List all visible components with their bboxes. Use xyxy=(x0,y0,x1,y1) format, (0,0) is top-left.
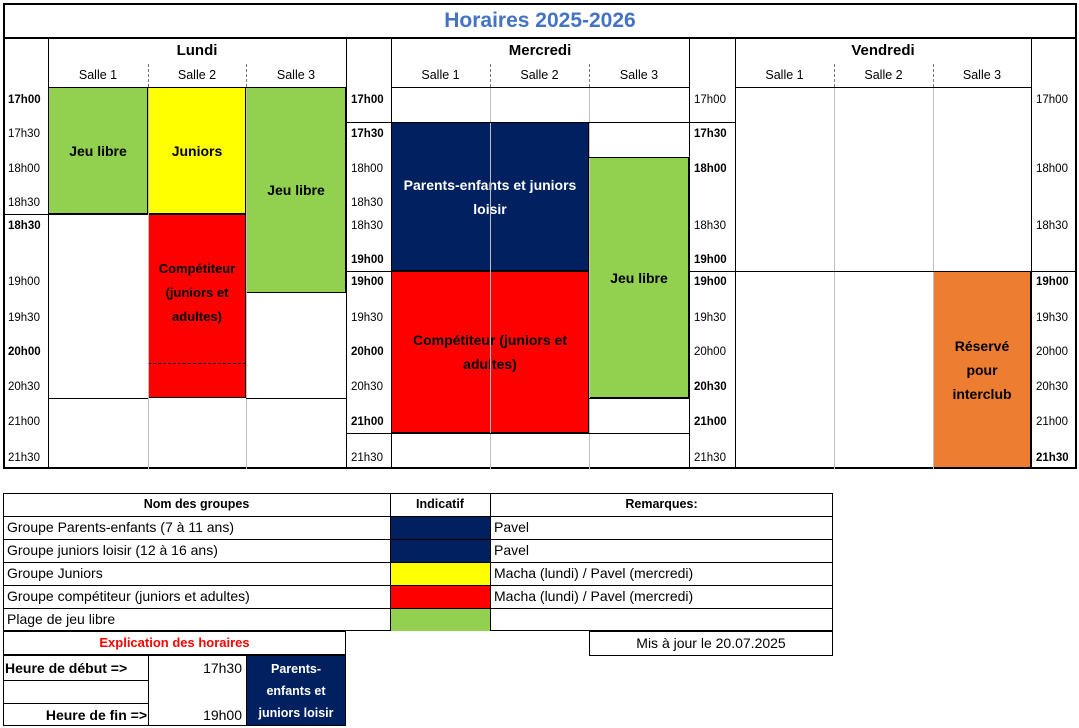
room-header-2-0: Salle 1 xyxy=(765,68,804,82)
time-label: 20h00 xyxy=(351,346,384,358)
explication-end-label: Heure de fin => xyxy=(45,707,147,723)
time-label: 19h30 xyxy=(351,312,383,324)
row-line xyxy=(589,157,689,158)
time-label: 18h30 xyxy=(351,220,383,232)
legend-remark: Pavel xyxy=(494,542,530,558)
time-label: 20h30 xyxy=(8,381,40,393)
legend-color-swatch xyxy=(391,540,490,562)
row-line xyxy=(346,433,391,434)
room-header-1-0: Salle 1 xyxy=(421,68,460,82)
time-label: 17h30 xyxy=(8,128,40,140)
time-label: 21h30 xyxy=(351,452,383,464)
time-label: 18h00 xyxy=(351,163,383,175)
header-divider xyxy=(391,87,689,88)
time-label: 20h30 xyxy=(694,381,727,393)
column-divider xyxy=(735,38,736,469)
row-line xyxy=(3,214,48,215)
row-line xyxy=(346,271,391,272)
room-grid-line xyxy=(834,87,835,469)
time-label: 18h30 xyxy=(8,197,40,209)
legend-group-name: Groupe Parents-enfants (7 à 11 ans) xyxy=(7,519,234,535)
time-label: 19h30 xyxy=(694,312,726,324)
room-grid-line xyxy=(490,87,491,469)
legend-header-remarques: Remarques: xyxy=(625,497,698,511)
time-label: 17h00 xyxy=(1036,94,1068,106)
legend-color-swatch xyxy=(391,563,490,585)
legend-color-swatch xyxy=(391,517,490,539)
time-label: 19h00 xyxy=(694,254,727,266)
day-header-vendredi: Vendredi xyxy=(851,42,915,59)
row-line xyxy=(1031,271,1077,272)
time-label: 19h00 xyxy=(8,276,40,288)
time-label: 18h30 xyxy=(1036,220,1068,232)
block-lundi-salle2-juniors-label: Juniors xyxy=(171,142,223,159)
column-divider xyxy=(48,38,49,469)
explication-start-label: Heure de début => xyxy=(5,660,128,676)
day-header-lundi: Lundi xyxy=(176,42,218,59)
time-label: 21h30 xyxy=(1036,452,1069,464)
room-grid-line xyxy=(589,87,590,469)
block-mercredi-competiteur-label: Compétiteur (juniors et adultes) xyxy=(412,332,567,372)
block-vendredi-interclub-label: Réservé pour interclub xyxy=(952,338,1012,402)
room-header-2-1: Salle 2 xyxy=(864,68,903,82)
time-label: 19h00 xyxy=(351,276,384,288)
updated-label: Mis à jour le 20.07.2025 xyxy=(636,635,786,651)
explication-col-line xyxy=(148,655,149,726)
explication-start-value: 17h30 xyxy=(203,660,242,676)
explication-sample-label: Parents-enfants et juniors loisir xyxy=(258,661,334,720)
legend-group-name: Groupe Juniors xyxy=(7,565,103,581)
room-header-0-1: Salle 2 xyxy=(177,68,217,82)
explication-end-value: 19h00 xyxy=(203,707,242,723)
row-line xyxy=(48,398,148,399)
legend-group-name: Groupe juniors loisir (12 à 16 ans) xyxy=(7,542,218,558)
room-header-1-2: Salle 3 xyxy=(619,68,659,82)
time-label: 18h30 xyxy=(8,220,41,232)
row-line xyxy=(391,122,689,123)
time-label: 18h00 xyxy=(1036,163,1068,175)
time-label: 19h30 xyxy=(8,312,40,324)
block-lundi-salle3-jeu-libre-label: Jeu libre xyxy=(267,182,325,198)
time-label: 20h00 xyxy=(8,346,41,358)
time-label: 21h00 xyxy=(694,416,727,428)
time-label: 17h00 xyxy=(8,94,41,106)
time-label: 18h30 xyxy=(351,197,383,209)
time-label: 19h00 xyxy=(1036,276,1069,288)
room-grid-line xyxy=(933,87,934,469)
row-line xyxy=(391,433,689,434)
row-line xyxy=(246,398,346,399)
room-header-0-0: Salle 1 xyxy=(78,68,118,82)
block-mercredi-parents-enfants-label: Parents-enfants et juniors loisir xyxy=(403,176,577,217)
time-label: 18h00 xyxy=(694,163,727,175)
row-line xyxy=(689,122,735,123)
time-label: 21h30 xyxy=(8,452,40,464)
explication-title: Explication des horaires xyxy=(99,635,250,650)
legend-remark: Macha (lundi) / Pavel (mercredi) xyxy=(494,588,694,604)
time-label: 21h00 xyxy=(8,416,40,428)
time-label: 17h30 xyxy=(351,128,384,140)
time-label: 20h00 xyxy=(1036,346,1068,358)
time-label: 21h30 xyxy=(694,452,726,464)
header-divider xyxy=(48,87,346,88)
time-label: 18h00 xyxy=(8,163,40,175)
legend-color-swatch xyxy=(391,609,490,631)
column-divider xyxy=(391,38,392,469)
legend-group-name: Plage de jeu libre xyxy=(7,611,116,627)
day-header-mercredi: Mercredi xyxy=(508,42,572,59)
explication-row-line xyxy=(3,680,148,681)
time-label: 18h30 xyxy=(694,220,726,232)
time-label: 21h00 xyxy=(351,416,384,428)
row-line xyxy=(346,122,391,123)
time-label: 17h30 xyxy=(694,128,727,140)
block-lundi-salle2-competiteur-label: Compétiteur (juniors et adultes) xyxy=(158,261,236,324)
column-divider xyxy=(346,38,347,469)
time-label: 17h00 xyxy=(694,94,726,106)
time-label: 17h00 xyxy=(351,94,384,106)
time-label: 19h30 xyxy=(1036,312,1068,324)
time-label: 19h00 xyxy=(694,276,727,288)
time-label: 21h00 xyxy=(1036,416,1068,428)
legend-header-indicatif: Indicatif xyxy=(416,497,464,511)
header-divider xyxy=(735,87,1031,88)
legend-color-swatch xyxy=(391,586,490,608)
legend-remark: Macha (lundi) / Pavel (mercredi) xyxy=(494,565,694,581)
time-label: 20h30 xyxy=(351,381,383,393)
room-header-2-2: Salle 3 xyxy=(962,68,1002,82)
block-lundi-salle1-jeu-libre-label: Jeu libre xyxy=(69,142,127,159)
legend-group-name: Groupe compétiteur (juniors et adultes) xyxy=(7,588,250,604)
row-line xyxy=(48,214,148,215)
room-grid-line xyxy=(148,87,149,469)
legend-remark: Pavel xyxy=(494,519,530,535)
time-label: 19h00 xyxy=(351,254,384,266)
column-divider xyxy=(1031,38,1032,469)
column-divider xyxy=(689,38,690,469)
legend-header-name: Nom des groupes xyxy=(143,497,250,511)
row-line xyxy=(589,398,689,399)
time-label: 20h00 xyxy=(694,346,726,358)
block-mercredi-salle3-jeu-libre-label: Jeu libre xyxy=(610,269,668,286)
page-title: Horaires 2025-2026 xyxy=(444,9,636,32)
room-header-1-1: Salle 2 xyxy=(520,68,559,82)
row-line xyxy=(735,271,1031,272)
room-header-0-2: Salle 3 xyxy=(276,68,316,82)
explication-sample-block xyxy=(247,656,345,725)
row-line xyxy=(689,271,735,272)
time-label: 20h30 xyxy=(1036,381,1068,393)
legend-remark xyxy=(494,608,831,631)
room-grid-line xyxy=(246,87,247,469)
